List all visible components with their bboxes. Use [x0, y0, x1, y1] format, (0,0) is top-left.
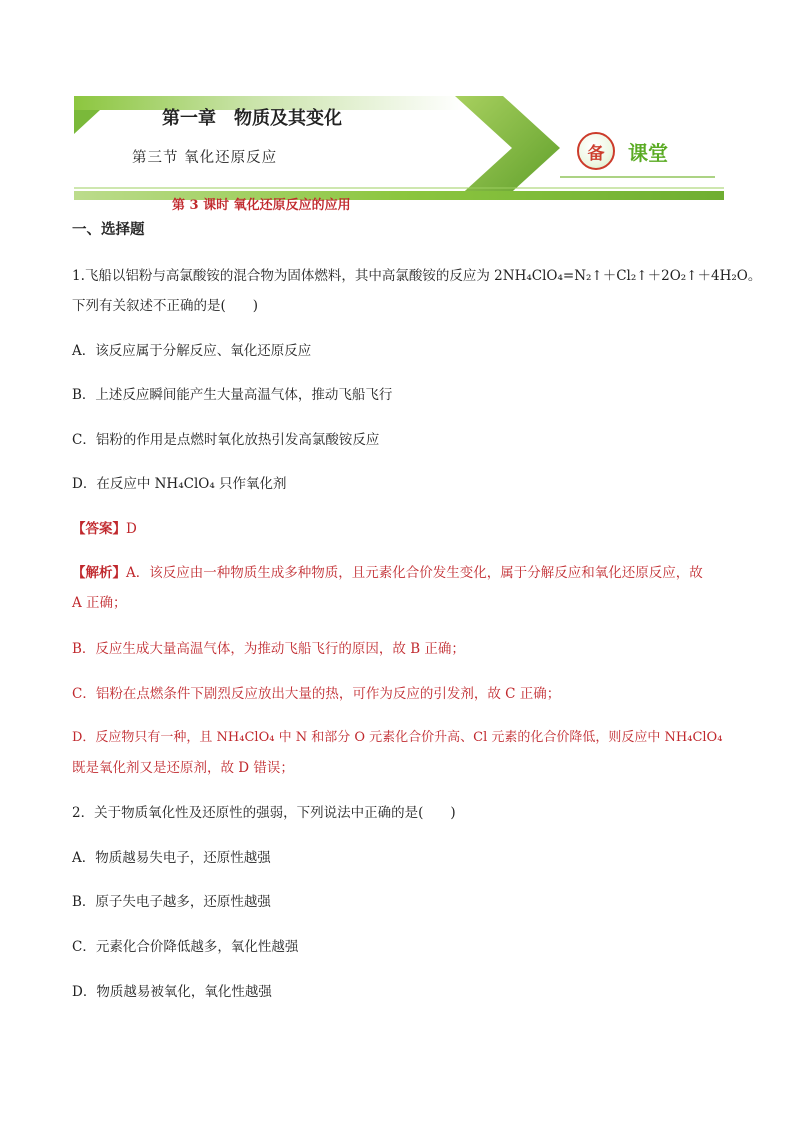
badge-char: 备	[587, 143, 605, 164]
q1-option-d: D．在反应中 NH₄ClO₄ 只作氧化剂	[72, 476, 287, 492]
chapter-title: 第一章 物质及其变化	[162, 108, 342, 129]
lesson-title: 第 3 课时 氧化还原反应的应用	[172, 198, 351, 213]
banner-graphic	[0, 0, 793, 215]
answer-value: D	[126, 521, 137, 537]
q1-analysis-d-line2: 既是氧化剂又是还原剂，故 D 错误；	[72, 760, 294, 776]
q2-option-d: D．物质越易被氧化，氧化性越强	[72, 984, 272, 1000]
answer-label: 【答案】	[72, 521, 126, 537]
q2-option-b: B．原子失电子越多，还原性越强	[72, 894, 271, 910]
section-heading: 一、选择题	[72, 222, 145, 238]
analysis-label: 【解析】	[72, 565, 126, 581]
q1-option-c: C．铝粉的作用是点燃时氧化放热引发高氯酸铵反应	[72, 432, 380, 448]
section-title: 第三节 氧化还原反应	[132, 150, 278, 166]
q2-stem: 2．关于物质氧化性及还原性的强弱，下列说法中正确的是( )	[72, 805, 456, 821]
brand-text: 课堂	[628, 141, 668, 165]
q1-analysis-b: B．反应生成大量高温气体，为推动飞船飞行的原因，故 B 正确；	[72, 641, 465, 657]
q2-option-a: A．物质越易失电子，还原性越强	[72, 850, 271, 866]
analysis-a-text: A．该反应由一种物质生成多种物质，且元素化合价发生变化，属于分解反应和氧化还原反应，故	[126, 565, 703, 581]
q2-option-c: C．元素化合价降低越多，氧化性越强	[72, 939, 299, 955]
q1-stem-line2: 下列有关叙述不正确的是( )	[72, 298, 259, 314]
q1-stem-line1: 1.飞船以铝粉与高氯酸铵的混合物为固体燃料，其中高氯酸铵的反应为 2NH₄ClO₄=N₂↑＋Cl₂↑＋2O₂↑＋4H₂O。	[72, 268, 762, 284]
bei-badge-icon	[577, 132, 615, 170]
q1-analysis-a-line1	[72, 563, 703, 583]
header-banner	[0, 0, 793, 215]
q1-analysis-d-line1: D．反应物只有一种，且 NH₄ClO₄ 中 N 和部分 O 元素化合价升高、Cl 元素的化合价降低，则反应中 NH₄ClO₄	[72, 730, 723, 745]
q1-option-b: B．上述反应瞬间能产生大量高温气体，推动飞船飞行	[72, 387, 393, 403]
q1-analysis-c: C．铝粉在点燃条件下剧烈反应放出大量的热，可作为反应的引发剂，故 C 正确；	[72, 686, 561, 702]
q1-option-a: A．该反应属于分解反应、氧化还原反应	[72, 343, 312, 359]
q1-analysis-a-line2: A 正确；	[72, 595, 127, 611]
q1-answer	[72, 519, 137, 539]
